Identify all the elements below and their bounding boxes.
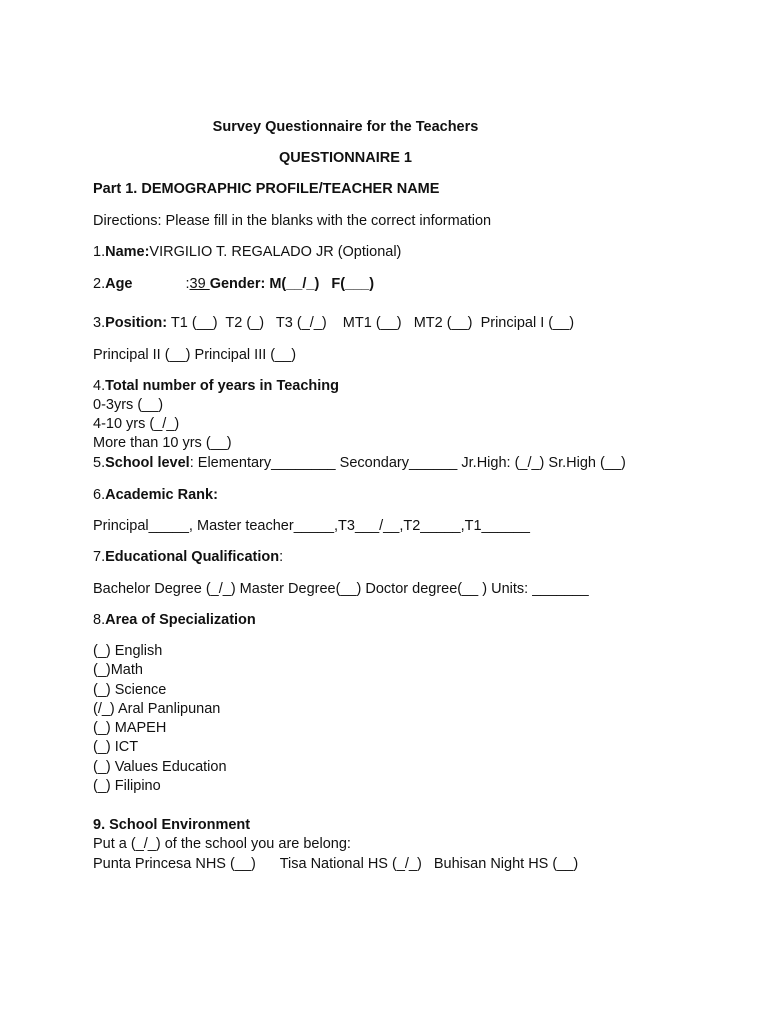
question-9-instruction: Put a (_/_) of the school you are belong:: [93, 836, 351, 852]
question-7-answer: Bachelor Degree (_/_) Master Degree(__) Doctor degree(__ ) Units: _______: [93, 581, 589, 597]
questionnaire-page: [93, 0, 733, 1024]
list-item: (_) ICT: [93, 739, 139, 755]
list-item: (_)Math: [93, 662, 143, 678]
question-4-years: 4.Total number of years in Teaching: [93, 378, 340, 394]
list-item: (/_) Aral Panlipunan: [93, 701, 221, 717]
questionnaire-title: QUESTIONNAIRE 1: [279, 150, 412, 166]
survey-title: Survey Questionnaire for the Teachers: [212, 119, 479, 135]
list-item: (_) MAPEH: [93, 720, 167, 736]
question-9-school-environment: 9. School Environment: [93, 817, 251, 833]
question-3-position: 3.Position: T1 (__) T2 (_) T3 (_/_) MT1 (__) MT2 (__) Principal I (__): [93, 315, 575, 331]
question-8-specialization: 8.Area of Specialization: [93, 612, 256, 628]
question-2-age-gender: 2.Age :39 Gender: M(__/_) F(___): [93, 276, 375, 292]
question-3-position-cont: Principal II (__) Principal III (__): [93, 347, 297, 363]
list-item: (_) Filipino: [93, 778, 161, 794]
part1-heading: Part 1. DEMOGRAPHIC PROFILE/TEACHER NAME: [93, 181, 440, 197]
list-item: More than 10 yrs (__): [93, 435, 232, 451]
directions-text: Directions: Please fill in the blanks with the correct information: [93, 213, 492, 229]
list-item: 4-10 yrs (_/_): [93, 416, 180, 432]
question-5-school-level: 5.School level: Elementary________ Secondary______ Jr.High: (_/_) Sr.High (__): [93, 455, 626, 471]
list-item: (_) Values Education: [93, 759, 227, 775]
question-6-academic-rank: 6.Academic Rank:: [93, 487, 218, 503]
list-item: (_) Science: [93, 682, 167, 698]
question-9-options: Punta Princesa NHS (__) Tisa National HS (_/_) Buhisan Night HS (__): [93, 856, 579, 872]
question-7-education: 7.Educational Qualification:: [93, 549, 284, 565]
list-item: (_) English: [93, 643, 163, 659]
list-item: 0-3yrs (__): [93, 397, 164, 413]
question-1-name: 1.Name:VIRGILIO T. REGALADO JR (Optional): [93, 244, 402, 260]
question-6-answer: Principal_____, Master teacher_____,T3___/__,T2_____,T1______: [93, 518, 530, 534]
